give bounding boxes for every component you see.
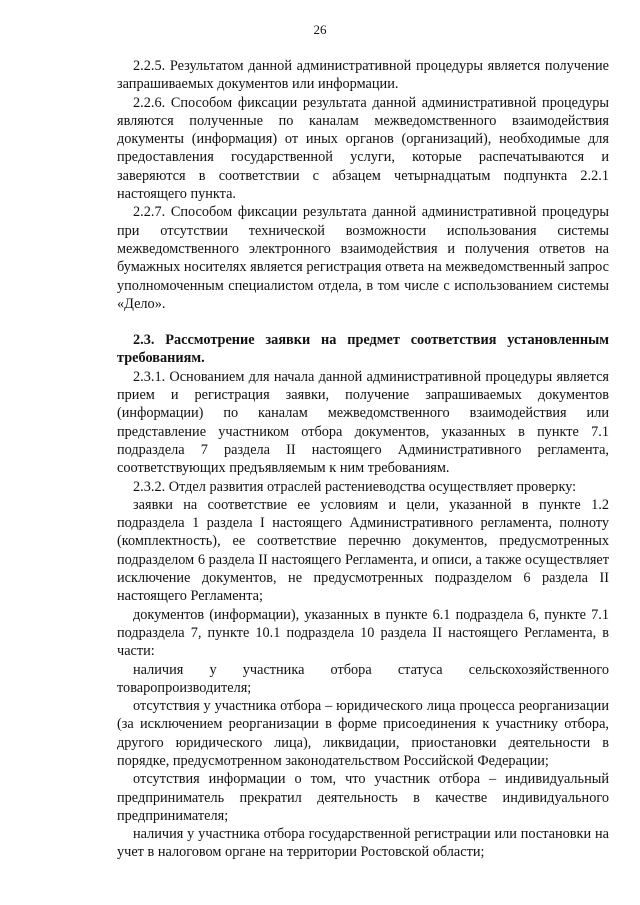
list-item-entrepreneur-active: отсутствия информации о том, что участник отбора – индивидуальный предприниматель прекратил деятельность в качестве индивидуального предпринимателя; bbox=[117, 771, 609, 824]
list-item-producer-status: наличия у участника отбора статуса сельскохозяйственного товаропроизводителя; bbox=[117, 661, 609, 696]
list-item-no-reorganization: отсутствия у участника отбора – юридического лица процесса реорганизации (за исключением реорганизации в форме присоединения к участнику отбора, другого юридического лица), ликвидации, приостановки деятельности в порядке, предусмотренном законодательством Российской Федерации; bbox=[117, 698, 609, 769]
section-gap bbox=[117, 313, 609, 331]
list-item-application-check: заявки на соответствие ее условиям и цели, указанной в пункте 1.2 подраздела 1 раздела I настоящего Административного регламента, полноту (комплектность), ее соответствие перечню документов, предусмотренных подразделом 6 раздела II настоящего Регламента, и описи, а также осуществляет исключение документов, не предусмотренных подразделом 6 раздела II настоящего Регламента; bbox=[117, 496, 609, 605]
page-number: 26 bbox=[313, 22, 327, 37]
list-item-registration: наличия у участника отбора государственной регистрации или постановки на учет в налоговом органе на территории Ростовской области; bbox=[117, 826, 609, 861]
paragraph-2-2-5: 2.2.5. Результатом данной административной процедуры является получение запрашиваемых документов или информации. bbox=[117, 58, 609, 93]
list-item-documents-check: документов (информации), указанных в пункте 6.1 подраздела 6, пункте 7.1 подраздела 7, пункте 10.1 подраздела 10 раздела II настоящего Регламента, в части: bbox=[117, 606, 609, 660]
section-heading-2-3: 2.3. Рассмотрение заявки на предмет соответствия установленным требованиям. bbox=[117, 332, 609, 367]
paragraph-2-2-7: 2.2.7. Способом фиксации результата данной административной процедуры при отсутствии технической возможности использования системы межведомственного электронного взаимодействия и получения ответов на бумажных носителях является регистрация ответа на межведомственный запрос уполномоченным специалистом отдела, в том числе с использованием системы «Дело». bbox=[117, 204, 609, 312]
paragraph-2-3-2: 2.3.2. Отдел развития отраслей растениеводства осуществляет проверку: bbox=[133, 478, 577, 495]
paragraph-2-3-1: 2.3.1. Основанием для начала данной административной процедуры является прием и регистрация заявки, получение запрашиваемых документов (информации) по каналам межведомственного взаимодействия или представление участником отбора документов, указанных в пункте 7.1 подраздела 7 раздела II настоящего Административного регламента, соответствующих предъявляемым к ним требованиям. bbox=[117, 368, 609, 477]
document-body bbox=[117, 57, 609, 862]
paragraph-2-2-6: 2.2.6. Способом фиксации результата данной административной процедуры являются полученные по каналам межведомственного взаимодействия документы (информация) от иных органов (организаций), необходимые для предоставления государственной услуги, которые распечатываются и заверяются в соответствии с абзацем четырнадцатым подпункта 2.2.1 настоящего пункта. bbox=[117, 94, 609, 203]
